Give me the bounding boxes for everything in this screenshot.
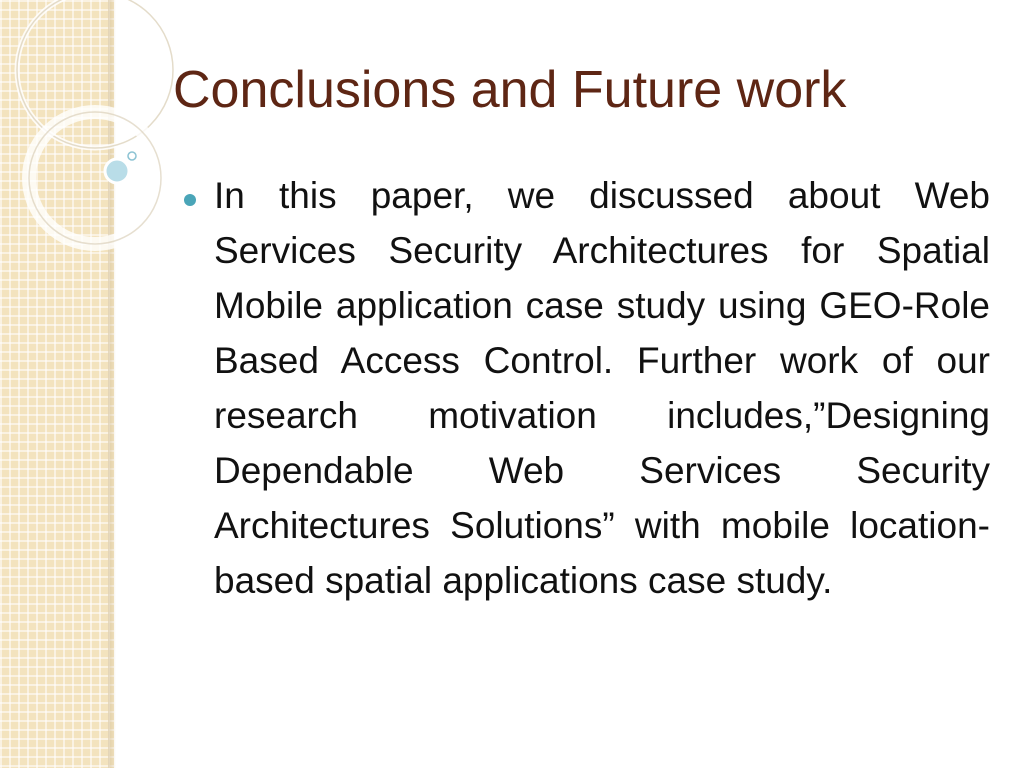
- slide-title: Conclusions and Future work: [173, 61, 847, 119]
- decor-ring-medium-outline: [29, 112, 161, 244]
- slide-body: [184, 168, 990, 608]
- decor-dot-large: [105, 159, 129, 183]
- decor-ring-large-outline: [17, 0, 173, 148]
- decor-dot-small: [128, 152, 136, 160]
- decorative-rings: [0, 0, 180, 260]
- bullet-text: In this paper, we discussed about Web Services Security Architectures for Spatial Mobile application case study using GEO-Role Based Access Control. Further work of our research motivation includes,”Designing Dependable Web Services Security Architectures Solutions” with mobile location-based spatial applications case study.: [214, 175, 990, 601]
- bullet-dot-icon: [184, 194, 196, 206]
- bullet-item: [184, 168, 990, 608]
